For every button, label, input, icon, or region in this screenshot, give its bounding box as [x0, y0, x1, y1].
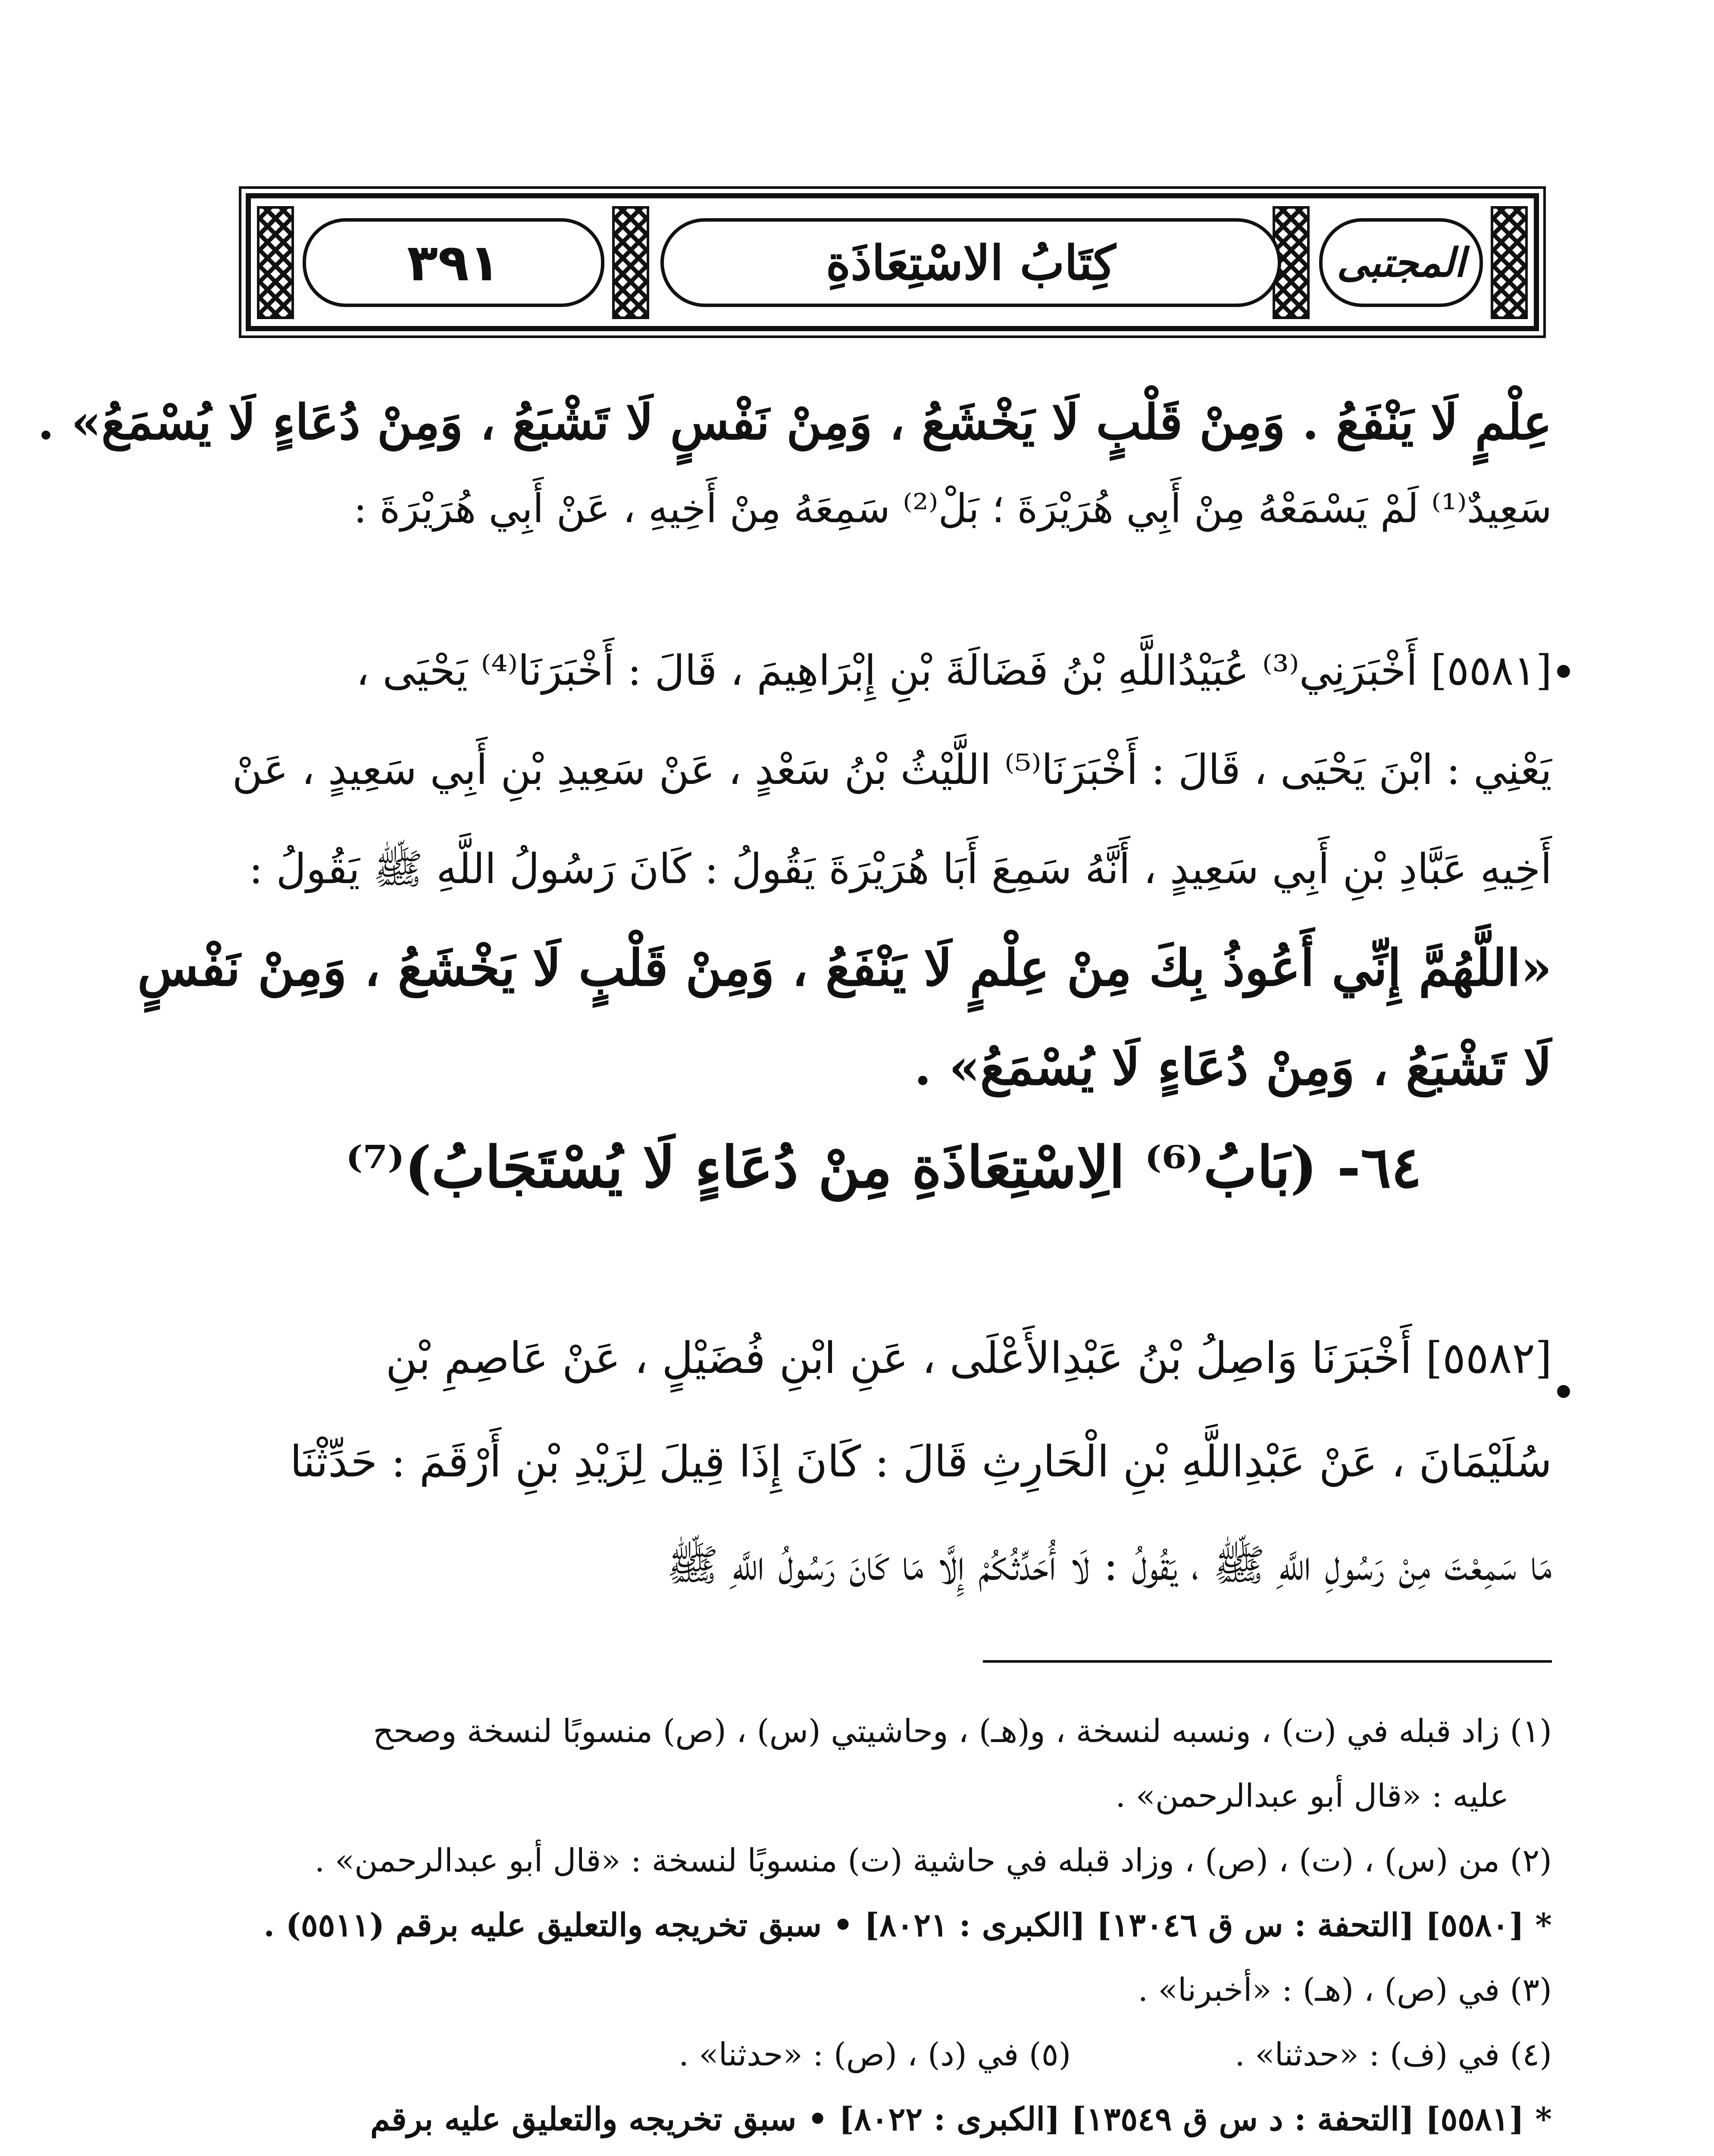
- footnote: عليه : «قال أبو عبدالرحمن» .: [1115, 1777, 1509, 1814]
- takhrij-note: * [٥٥٨١] [التحفة : د س ق ١٣٥٤٩] [الكبرى : ٨٠٢٢] • سبق تخريجه والتعليق عليه برقم: [370, 2101, 1552, 2138]
- text-line: عِلْمٍ لَا يَنْفَعُ . وَمِنْ قَلْبٍ لَا يَخْشَعُ ، وَمِنْ نَفْسٍ لَا تَشْبَعُ ، وَمِنْ دُعَاءٍ لَا يُسْمَعُ» .: [38, 394, 1552, 451]
- running-title-cartouche: [660, 218, 1281, 307]
- text-line: أَخِيهِ عَبَّادِ بْنِ أَبِي سَعِيدٍ ، أَنَّهُ سَمِعَ أَبَا هُرَيْرَةَ يَقُولُ : كَانَ رَسُولُ اللَّهِ ﷺ يَقُولُ :: [249, 845, 1552, 893]
- bullet-marker: [1557, 665, 1570, 678]
- footnote: (٥) في (د) ، (ص) : «حدثنا» .: [679, 2036, 1071, 2073]
- text-line: [٥٥٨١] أَخْبَرَنِي⁽³⁾ عُبَيْدُاللَّهِ بْنُ فَضَالَةَ بْنِ إِبْرَاهِيمَ ، قَالَ : أَخْبَرَنَا⁽⁴⁾ يَحْيَى ،: [356, 646, 1552, 695]
- text-line: سَعِيدٌ⁽¹⁾ لَمْ يَسْمَعْهُ مِنْ أَبِي هُرَيْرَةَ ؛ بَلْ⁽²⁾ سَمِعَهُ مِنْ أَخِيهِ ، عَنْ أَبِي هُرَيْرَةَ :: [353, 486, 1552, 532]
- footnote-row: [216, 2022, 1552, 2087]
- running-title: كِتَابُ الاسْتِعَاذَةِ: [826, 235, 1116, 291]
- series-title: المجتبى: [1336, 239, 1466, 286]
- footnotes: [216, 1699, 1552, 2156]
- text-line: لَا تَشْبَعُ ، وَمِنْ دُعَاءٍ لَا يُسْمَعُ» .: [914, 1038, 1552, 1097]
- ornament-panel: [1491, 206, 1528, 319]
- text-line: «اللَّهُمَّ إِنِّي أَعُوذُ بِكَ مِنْ عِلْمٍ لَا يَنْفَعُ ، وَمِنْ قَلْبٍ لَا يَخْشَعُ ، وَمِنْ نَفْسٍ: [137, 939, 1552, 997]
- hadith-5582: [216, 1307, 1552, 1617]
- text-line: يَعْنِي : ابْنَ يَحْيَى ، قَالَ : أَخْبَرَنَا⁽⁵⁾ اللَّيْثُ بْنُ سَعْدٍ ، عَنْ سَعِيدِ بْنِ أَبِي سَعِيدٍ ، عَنْ: [232, 746, 1552, 794]
- text-line: سُلَيْمَانَ ، عَنْ عَبْدِاللَّهِ بْنِ الْحَارِثِ قَالَ : كَانَ إِذَا قِيلَ لِزَيْدِ بْنِ أَرْقَمَ : حَدِّثْنَا: [290, 1436, 1552, 1487]
- text-line: [٥٥٨٢] أَخْبَرَنَا وَاصِلُ بْنُ عَبْدِالأَعْلَى ، عَنِ ابْنِ فُضَيْلٍ ، عَنْ عَاصِمِ بْنِ: [385, 1333, 1552, 1383]
- page-number-cartouche: [303, 218, 604, 307]
- chapter-heading: ٦٤- (بَابُ⁽⁶⁾ الِاسْتِعَاذَةِ مِنْ دُعَاءٍ لَا يُسْتَجَابُ)⁽⁷⁾: [346, 1134, 1422, 1201]
- ornament-panel: [612, 206, 649, 319]
- footnote: (٢) من (س) ، (ت) ، (ص) ، وزاد قبله في حاشية (ت) منسوبًا لنسخة : «قال أبو عبدالرحمن» .: [314, 1842, 1552, 1879]
- hadith-5581: [137, 621, 1552, 1117]
- bullet-marker: [1557, 1385, 1570, 1398]
- footnote: (٣) في (ص) ، (هـ) : «أخبرنا» .: [1138, 1971, 1552, 2009]
- paragraph-continuation: [38, 379, 1552, 552]
- takhrij-note: [216, 2152, 1552, 2156]
- page-header: [246, 193, 1539, 331]
- page-number: ٣٩١: [407, 233, 500, 292]
- ornament-panel: [257, 206, 294, 319]
- footnote: (١) زاد قبله في (ت) ، ونسبه لنسخة ، و(هـ) ، وحاشيتي (س) ، (ص) منسوبًا لنسخة وصحح: [373, 1713, 1552, 1750]
- footnote-divider: [983, 1660, 1552, 1663]
- footnote: (٤) في (ف) : «حدثنا» .: [1235, 2036, 1552, 2073]
- takhrij-note: * [٥٥٨٠] [التحفة : س ق ١٣٠٤٦] [الكبرى : ٨٠٢١] • سبق تخريجه والتعليق عليه برقم (٥٥١١) .: [263, 1907, 1552, 1944]
- series-title-cartouche: [1319, 218, 1483, 307]
- text-line: مَا سَمِعْتَ مِنْ رَسُولِ اللَّهِ ﷺ ، يَقُولُ : لَا أُحَدِّثُكُمْ إِلَّا مَا كَانَ رَسُولُ اللَّهِ ﷺ: [666, 1540, 1552, 1590]
